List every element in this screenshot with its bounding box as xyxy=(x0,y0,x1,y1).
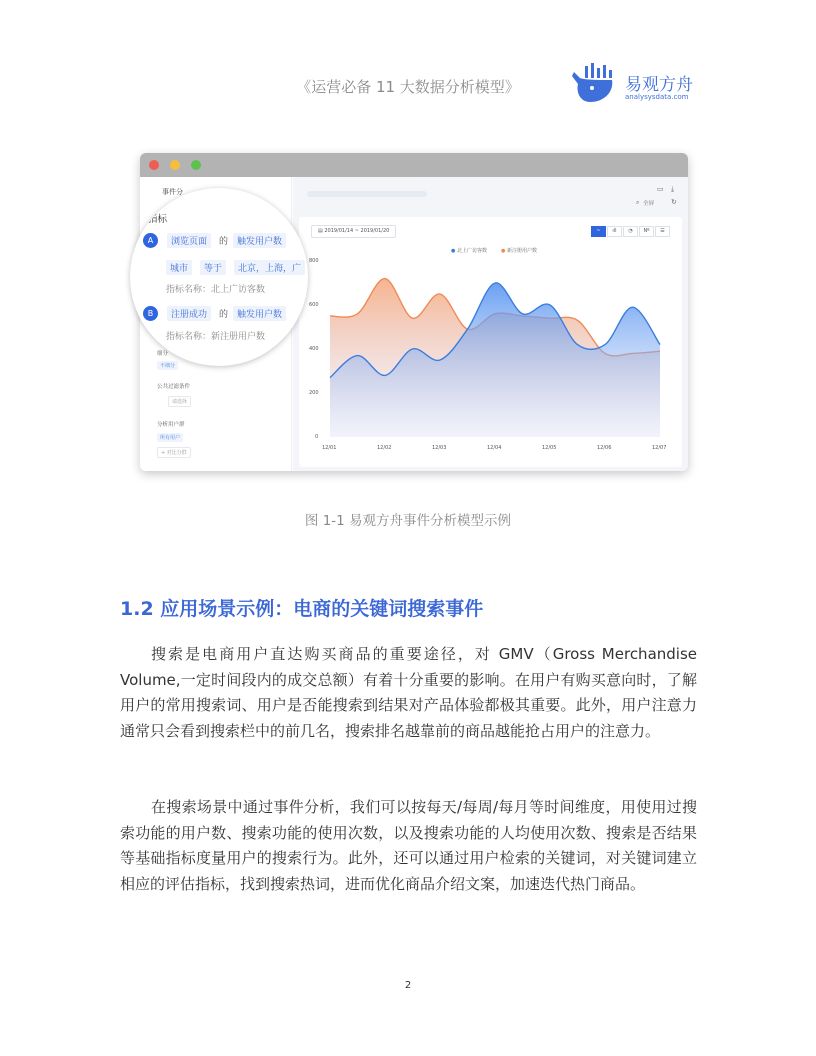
metric-a-event[interactable]: 浏览页面 xyxy=(167,233,211,248)
x-tick-4: 12/04 xyxy=(487,445,502,451)
maximize-dot[interactable] xyxy=(191,160,201,170)
x-tick-2: 12/02 xyxy=(377,445,392,451)
legend-dot-signups: ● xyxy=(501,248,506,254)
metric-b-badge: B xyxy=(143,306,158,321)
fullscreen-button[interactable]: 全屏 xyxy=(643,201,655,207)
logo-domain: analysysdata.com xyxy=(625,93,689,101)
paragraph-1: 搜索是电商用户直达购买商品的重要途径，对 GMV（Gross Merchandise Volume,一定时间段内的成交总额）有着十分重要的影响。在用户有购买意向时，了解用户的常用搜索词、用户是否能搜索到结果对产品体验都极其重要。此外，用户注意力通常只会看到搜索栏中的前几名，搜索排名越靠前的商品越能抢占用户的注意力。 xyxy=(120,645,697,740)
legend-label-signups: 新注册用户数 xyxy=(506,248,537,254)
x-tick-7: 12/07 xyxy=(652,445,667,451)
document-title: 《运营必备 11 大数据分析模型》 xyxy=(296,78,520,96)
x-tick-3: 12/03 xyxy=(432,445,447,451)
event-analysis-label: 事件分 xyxy=(162,188,183,196)
y-tick-200: 200 xyxy=(309,390,319,396)
number-view-button[interactable]: Nº xyxy=(639,226,654,237)
user-group-label: 分析用户群 xyxy=(157,422,185,428)
section-heading: 1.2 应用场景示例：电商的关键词搜索事件 xyxy=(120,598,484,620)
metric-a-badge: A xyxy=(143,233,158,248)
zoom-icon[interactable]: ⌕ xyxy=(636,199,640,206)
filter-value[interactable]: 北京，上海，广 xyxy=(234,260,305,275)
bar-chart-button[interactable]: ıll xyxy=(607,226,622,237)
metric-b-name: 指标名称：新注册用户数 xyxy=(166,332,266,342)
chart-panel xyxy=(299,217,682,467)
save-icon[interactable]: ▭ xyxy=(657,185,664,193)
figure-caption: 图 1-1 易观方舟事件分析模型示例 xyxy=(304,513,512,529)
filter-operator[interactable]: 等于 xyxy=(200,260,226,275)
x-tick-5: 12/05 xyxy=(542,445,557,451)
y-tick-600: 600 xyxy=(309,302,319,308)
metric-b-event[interactable]: 注册成功 xyxy=(167,306,211,321)
breakdown-label: 细分 xyxy=(157,351,169,357)
minimize-dot[interactable] xyxy=(170,160,180,170)
legend-dot-visitors: ● xyxy=(451,248,456,254)
metric-b-of: 的 xyxy=(219,310,229,320)
x-tick-6: 12/06 xyxy=(597,445,612,451)
date-range-picker[interactable]: ▤ 2019/01/14 ~ 2019/01/20 xyxy=(311,225,396,238)
analysys-logo xyxy=(570,62,700,110)
magnifier-lens xyxy=(130,188,308,366)
page-number: 2 xyxy=(404,980,412,991)
date-range-text: 2019/01/14 ~ 2019/01/20 xyxy=(324,228,390,234)
compare-group-button[interactable]: + 对比分群 xyxy=(157,447,191,458)
x-tick-1: 12/01 xyxy=(322,445,337,451)
area-chart xyxy=(299,217,682,467)
window-titlebar xyxy=(140,153,688,177)
lens-metric-title: 指标 xyxy=(148,214,168,225)
logo-name: 易观方舟 xyxy=(625,75,693,95)
whale-logo-icon xyxy=(570,62,620,108)
breakdown-value[interactable]: 不细分 xyxy=(157,361,178,370)
refresh-icon[interactable]: ↻ xyxy=(671,198,677,206)
y-tick-400: 400 xyxy=(309,346,319,352)
y-tick-800: 800 xyxy=(309,258,319,264)
filter-select[interactable]: 请选择 xyxy=(168,396,191,407)
paragraph-2: 在搜索场景中通过事件分析，我们可以按每天/每周/每月等时间维度，用使用过搜索功能的用户数、搜索功能的使用次数，以及搜索功能的人均使用次数、搜索是否结果等基础指标度量用户的搜索行为。此外，还可以通过用户检索的关键词，对关键词建立相应的评估指标，找到搜索热词，进而优化商品介绍文案，加速迭代热门商品。 xyxy=(120,798,697,893)
pie-chart-button[interactable]: ◔ xyxy=(623,226,638,237)
legend-label-visitors: 北上广访客数 xyxy=(456,248,487,254)
export-icon[interactable]: ⤓ xyxy=(671,185,675,193)
table-view-button[interactable]: ☰ xyxy=(655,226,670,237)
line-chart-button[interactable]: ~ xyxy=(591,226,606,237)
metric-a-name: 指标名称：北上广访客数 xyxy=(166,285,266,295)
metric-a-measure[interactable]: 触发用户数 xyxy=(233,233,286,248)
user-group-value[interactable]: 所有用户 xyxy=(157,433,183,442)
document-header xyxy=(0,62,816,112)
metric-a-of: 的 xyxy=(219,237,229,247)
metric-b-measure[interactable]: 触发用户数 xyxy=(233,306,286,321)
filter-field[interactable]: 城市 xyxy=(166,260,192,275)
search-bar-placeholder xyxy=(307,191,427,197)
filter-label: 公共过滤条件 xyxy=(157,384,191,390)
close-dot[interactable] xyxy=(149,160,159,170)
chart-area xyxy=(293,177,688,471)
y-tick-0: 0 xyxy=(315,434,319,440)
